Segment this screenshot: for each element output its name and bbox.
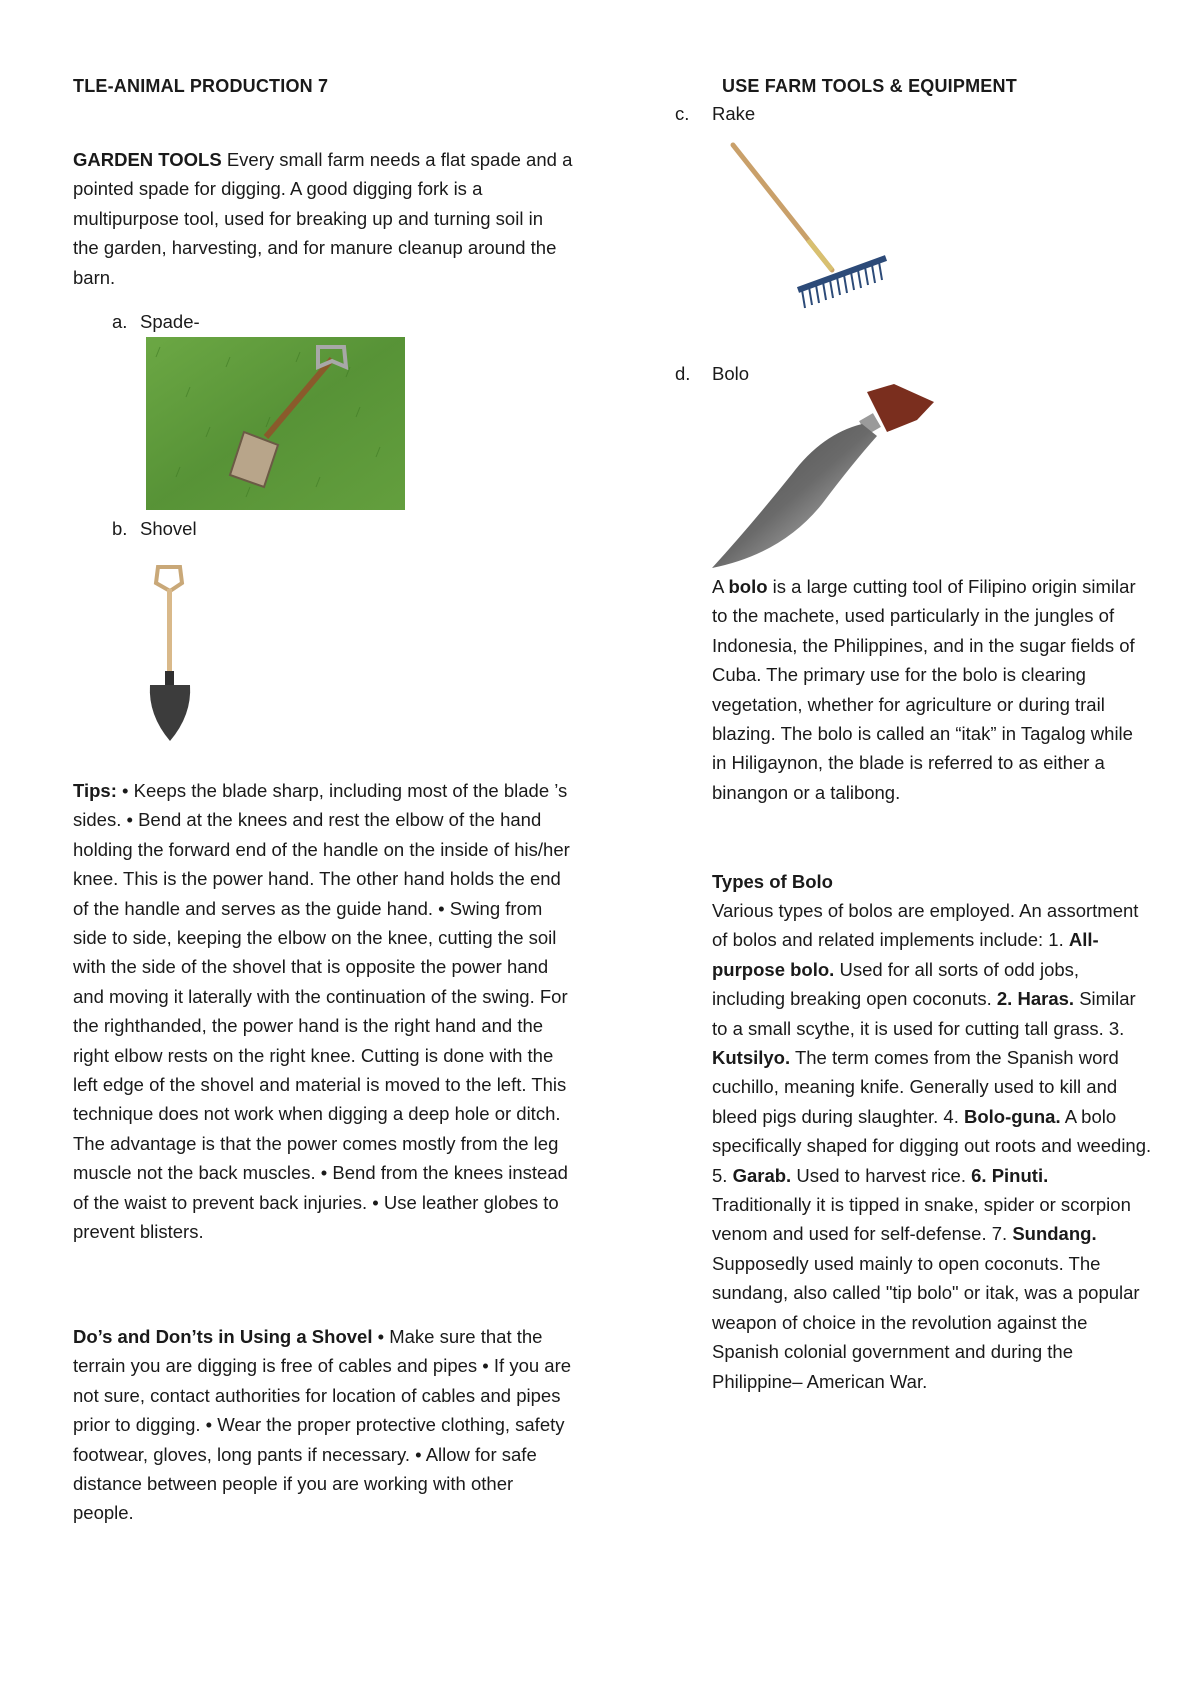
item-bolo-label (675, 362, 749, 386)
bolo-lead-bold: bolo (728, 576, 768, 597)
dos-donts-heading: Do’s and Don’ts in Using a Shovel (73, 1326, 373, 1347)
dos-donts-paragraph (73, 1322, 573, 1528)
type-entry: 3. Kutsilyo. The term comes from the Spanish word cuchillo, meaning knife. Generally used to kill and bleed pigs during slaughter. (712, 1017, 1125, 1127)
item-marker: c. (675, 103, 690, 124)
bolo-image (712, 384, 942, 568)
type-entry: 6. Pinuti. Traditionally it is tipped in snake, spider or scorpion venom and used for self-defense. (712, 1164, 1131, 1245)
item-spade-label (112, 310, 200, 334)
types-heading-text: Types of Bolo (712, 871, 833, 892)
bolo-lead: A (712, 576, 724, 597)
item-label: Spade- (140, 311, 200, 332)
right-header: USE FARM TOOLS & EQUIPMENT (722, 76, 1017, 96)
type-entry: 4. Bolo-guna. A bolo specifically shaped for digging out roots and weeding. (712, 1105, 1152, 1157)
type-entry: 2. Haras. Similar to a small scythe, it is used for cutting tall grass. (712, 988, 1136, 1039)
left-header: TLE-ANIMAL PRODUCTION 7 (73, 76, 329, 96)
garden-tools-text: Every small farm needs a flat spade and a pointed spade for digging. A good digging fork is a multipurpose tool, used for breaking up and turning soil in the garden, harvesting, and for manure cleanup around the barn. (73, 149, 573, 288)
item-label: Shovel (140, 518, 197, 539)
bolo-paragraph (712, 572, 1152, 807)
tips-heading: Tips: (73, 780, 117, 801)
item-label: Rake (712, 103, 756, 124)
item-rake-label (675, 102, 755, 126)
item-marker: b. (112, 518, 128, 539)
garden-tools-paragraph (73, 145, 573, 292)
tips-paragraph (73, 776, 573, 1247)
shovel-image (140, 565, 200, 743)
rake-image (728, 140, 888, 315)
tips-text: • Keeps the blade sharp, including most of the blade ’s sides. • Bend at the knees and rest the elbow of the hand holding the forward end of the handle on the inside of his/her knee. This is the power hand. The other hand holds the end of the handle and serves as the guide hand. • Swing from side to side, keeping the elbow on the knee, cutting the soil with the side of the shovel that is opposite the power hand and moving it laterally with the continuation of the swing. For the righthanded, the power hand is the right hand and the right elbow rests on the right knee. Cutting is done with the left edge of the shovel and material is moved to the left. This technique does not work when digging a deep hole or ditch. The advantage is that the power comes mostly from the leg muscle not the back muscles. • Bend from the knees instead of the waist to prevent back injuries. • Use leather globes to prevent blisters. (73, 780, 570, 1243)
type-entry: 1. All-purpose bolo. Used for all sorts of odd jobs, including breaking open coconuts. (712, 929, 1099, 1010)
type-entry: 7. Sundang. Supposedly used mainly to open coconuts. The sundang, also called "tip bolo" or itak, was a popular weapon of choice in the revolution against the Spanish colonial government and during the Philippine– American War. (712, 1223, 1140, 1392)
item-marker: a. (112, 311, 128, 332)
dos-donts-text: • Make sure that the terrain you are digging is free of cables and pipes • If you are not sure, contact authorities for location of cables and pipes prior to digging. • Wear the proper protective clothing, safety footwear, gloves, long pants if necessary. • Allow for safe distance between people if you are working with other people. (73, 1326, 572, 1524)
types-heading (712, 867, 1152, 896)
types-paragraph (712, 896, 1152, 1396)
spade-image (146, 337, 405, 510)
bolo-text: is a large cutting tool of Filipino origin similar to the machete, used particularly in the jungles of Indonesia, the Philippines, and in the sugar fields of Cuba. The primary use for the bolo is clearing vegetation, whether for agriculture or during trail blazing. The bolo is called an “itak” in Tagalog while in Hiligaynon, the blade is referred to as either a binangon or a talibong. (712, 576, 1136, 803)
item-shovel-label (112, 517, 197, 541)
types-intro: Various types of bolos are employed. An assortment of bolos and related implements include: (712, 900, 1139, 951)
item-marker: d. (675, 363, 691, 384)
type-entry: 5. Garab. Used to harvest rice. (712, 1164, 966, 1186)
garden-tools-heading: GARDEN TOOLS (73, 149, 222, 170)
item-label: Bolo (712, 363, 750, 384)
